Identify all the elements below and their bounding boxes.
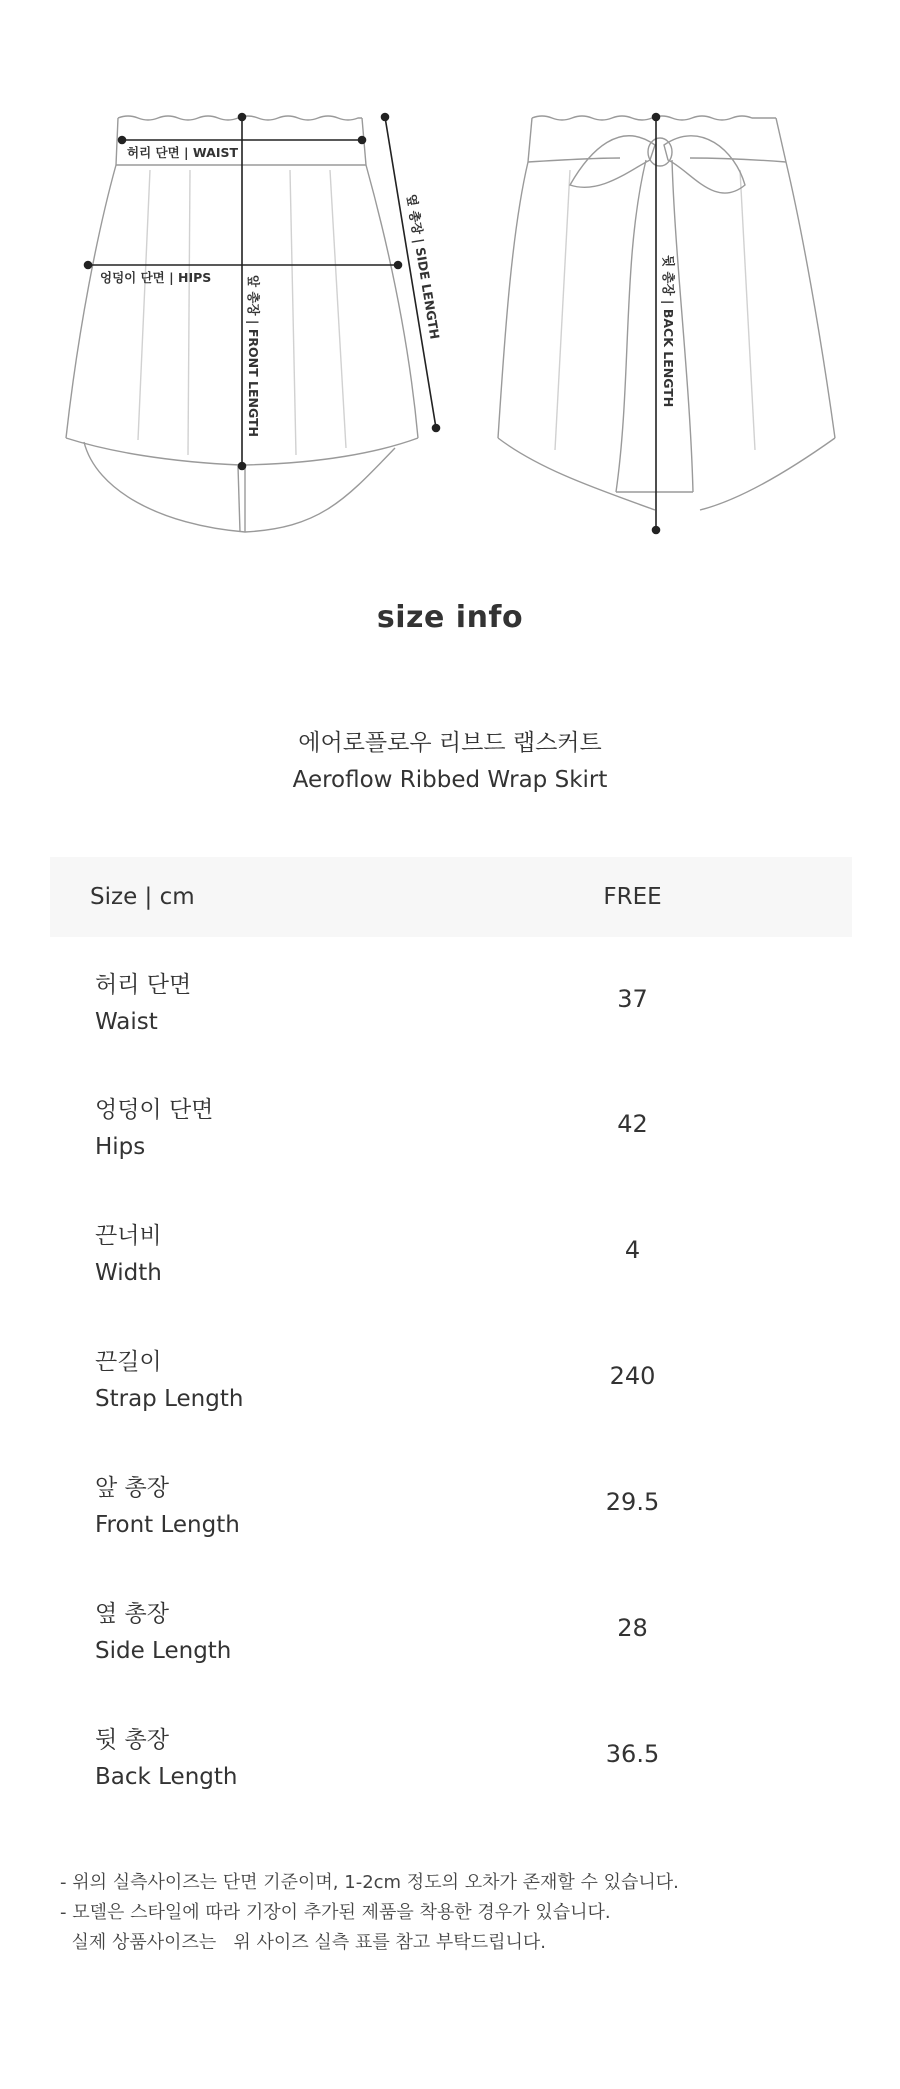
- page-title: size info: [376, 600, 524, 635]
- row-label-en: Width: [95, 1260, 162, 1286]
- note-line: - 위의 실측사이즈는 단면 기준이며, 1-2cm 정도의 오차가 존재할 수 있습니다.: [60, 1872, 679, 1893]
- row-label: [95, 1722, 237, 1796]
- row-label-en: Hips: [95, 1134, 146, 1160]
- row-label-ko: 엉덩이 단면: [95, 1097, 214, 1123]
- back-measure-lines: [653, 114, 660, 534]
- hips-label: 엉덩이 단면 | HIPS: [100, 270, 212, 285]
- header-size-label: Size | cm: [90, 884, 195, 910]
- front-measure-lines: [85, 114, 440, 470]
- table-row: [50, 967, 852, 1087]
- row-label: [95, 1344, 243, 1418]
- row-label-ko: 앞 총장: [95, 1475, 169, 1501]
- table-row: [50, 1470, 852, 1590]
- row-label: [95, 967, 191, 1041]
- header-size-value: FREE: [603, 884, 662, 910]
- product-name: [0, 725, 900, 799]
- waist-label: 허리 단면 | WAIST: [127, 145, 239, 160]
- row-label-en: Back Length: [95, 1764, 238, 1790]
- row-label-ko: 끈길이: [95, 1349, 162, 1375]
- table-row: [50, 1092, 852, 1212]
- table-row: [50, 1218, 852, 1338]
- row-label: [95, 1596, 231, 1670]
- row-value: 42: [617, 1110, 648, 1138]
- row-value: 37: [617, 985, 648, 1013]
- skirt-illustration: [0, 0, 900, 560]
- row-label: [95, 1470, 240, 1544]
- product-name-en: Aeroflow Ribbed Wrap Skirt: [292, 767, 608, 793]
- product-name-ko: 에어로플로우 리브드 랩스커트: [298, 730, 602, 756]
- row-label-ko: 허리 단면: [95, 972, 192, 998]
- row-label-ko: 끈너비: [95, 1223, 162, 1249]
- note-line: - 모델은 스타일에 따라 기장이 추가된 제품을 착용한 경우가 있습니다.: [60, 1902, 611, 1923]
- row-label: [95, 1092, 213, 1166]
- row-label-en: Waist: [95, 1009, 158, 1035]
- note-line: 실제 상품사이즈는 위 사이즈 실측 표를 참고 부탁드립니다.: [60, 1932, 546, 1953]
- row-label-en: Front Length: [95, 1512, 240, 1538]
- row-label-ko: 옆 총장: [95, 1601, 169, 1627]
- row-value: 29.5: [605, 1488, 660, 1516]
- front-length-label: 앞 총장 | FRONT LENGTH: [246, 275, 261, 437]
- row-value: 28: [617, 1614, 648, 1642]
- table-row: [50, 1596, 852, 1716]
- row-label-en: Strap Length: [95, 1386, 244, 1412]
- row-value: 4: [624, 1236, 641, 1264]
- size-diagram: [0, 0, 900, 560]
- row-label: [95, 1218, 162, 1292]
- row-value: 240: [609, 1362, 656, 1390]
- back-length-label: 뒷 총장 | BACK LENGTH: [661, 255, 676, 408]
- table-row: [50, 1344, 852, 1464]
- row-label-ko: 뒷 총장: [95, 1727, 169, 1753]
- side-length-label: 옆 총장 | SIDE LENGTH: [404, 193, 443, 341]
- table-header: [50, 857, 852, 937]
- size-table: [50, 857, 852, 1790]
- table-row: [50, 1722, 852, 1842]
- row-label-en: Side Length: [95, 1638, 232, 1664]
- size-notes: [60, 1868, 679, 1958]
- row-value: 36.5: [605, 1740, 660, 1768]
